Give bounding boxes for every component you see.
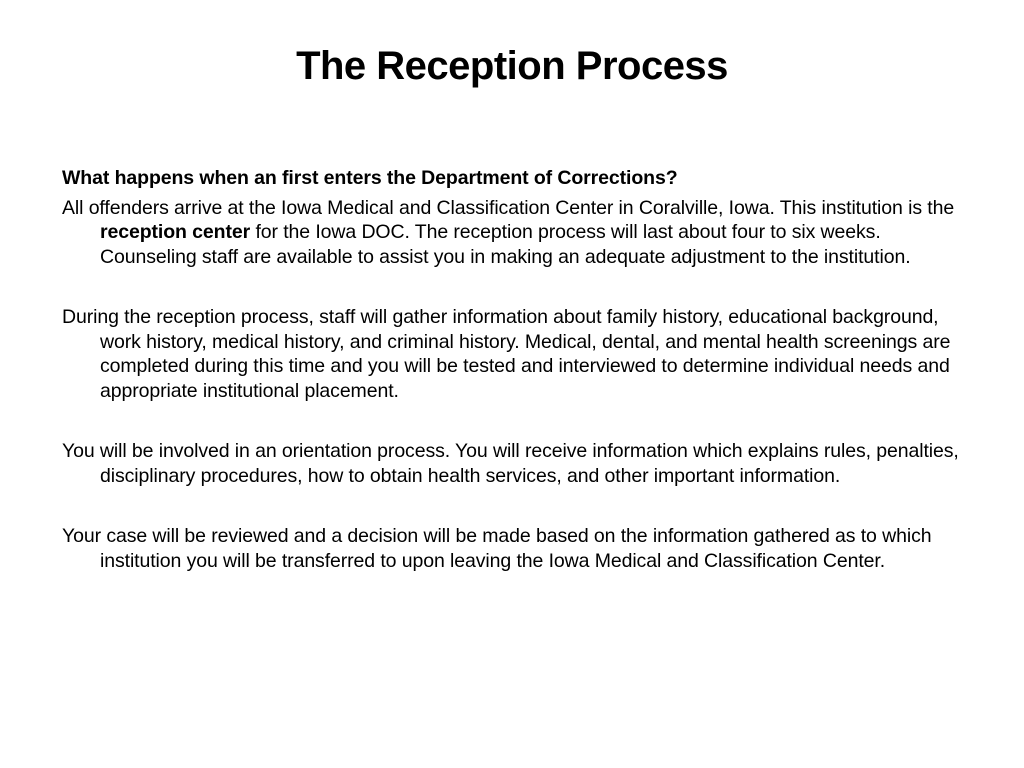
paragraph-case-review: Your case will be reviewed and a decision will be made based on the information gathered as to which institution you will be transferred to upon leaving the Iowa Medical and Classification Center. [62, 525, 932, 572]
emphasis-reception-center: reception center [100, 221, 251, 243]
paragraph-reception-center [62, 196, 962, 270]
paragraph-text: All offenders arrive at the Iowa Medical and Classification Center in Coralville, Iowa. This institution is the [62, 196, 955, 219]
section-heading: What happens when an first enters the Department of Corrections? [62, 167, 678, 189]
slide-body [62, 166, 962, 609]
paragraph-reception-process: During the reception process, staff will gather information about family history, educational background, work history, medical history, and criminal history. Medical, dental, and mental health screenings are completed during this time and you will be tested and interviewed to determine individual needs and appropriate institutional placement. [62, 306, 951, 402]
paragraph-text: for the Iowa DOC. The reception process will last about four to six weeks. Counseling staff are available to assist you in making an adequate adjustment to the institution. [100, 221, 911, 268]
paragraph-orientation: You will be involved in an orientation process. You will receive information which explains rules, penalties, disciplinary procedures, how to obtain health services, and other important information. [62, 440, 959, 487]
slide-title: The Reception Process [296, 44, 728, 88]
